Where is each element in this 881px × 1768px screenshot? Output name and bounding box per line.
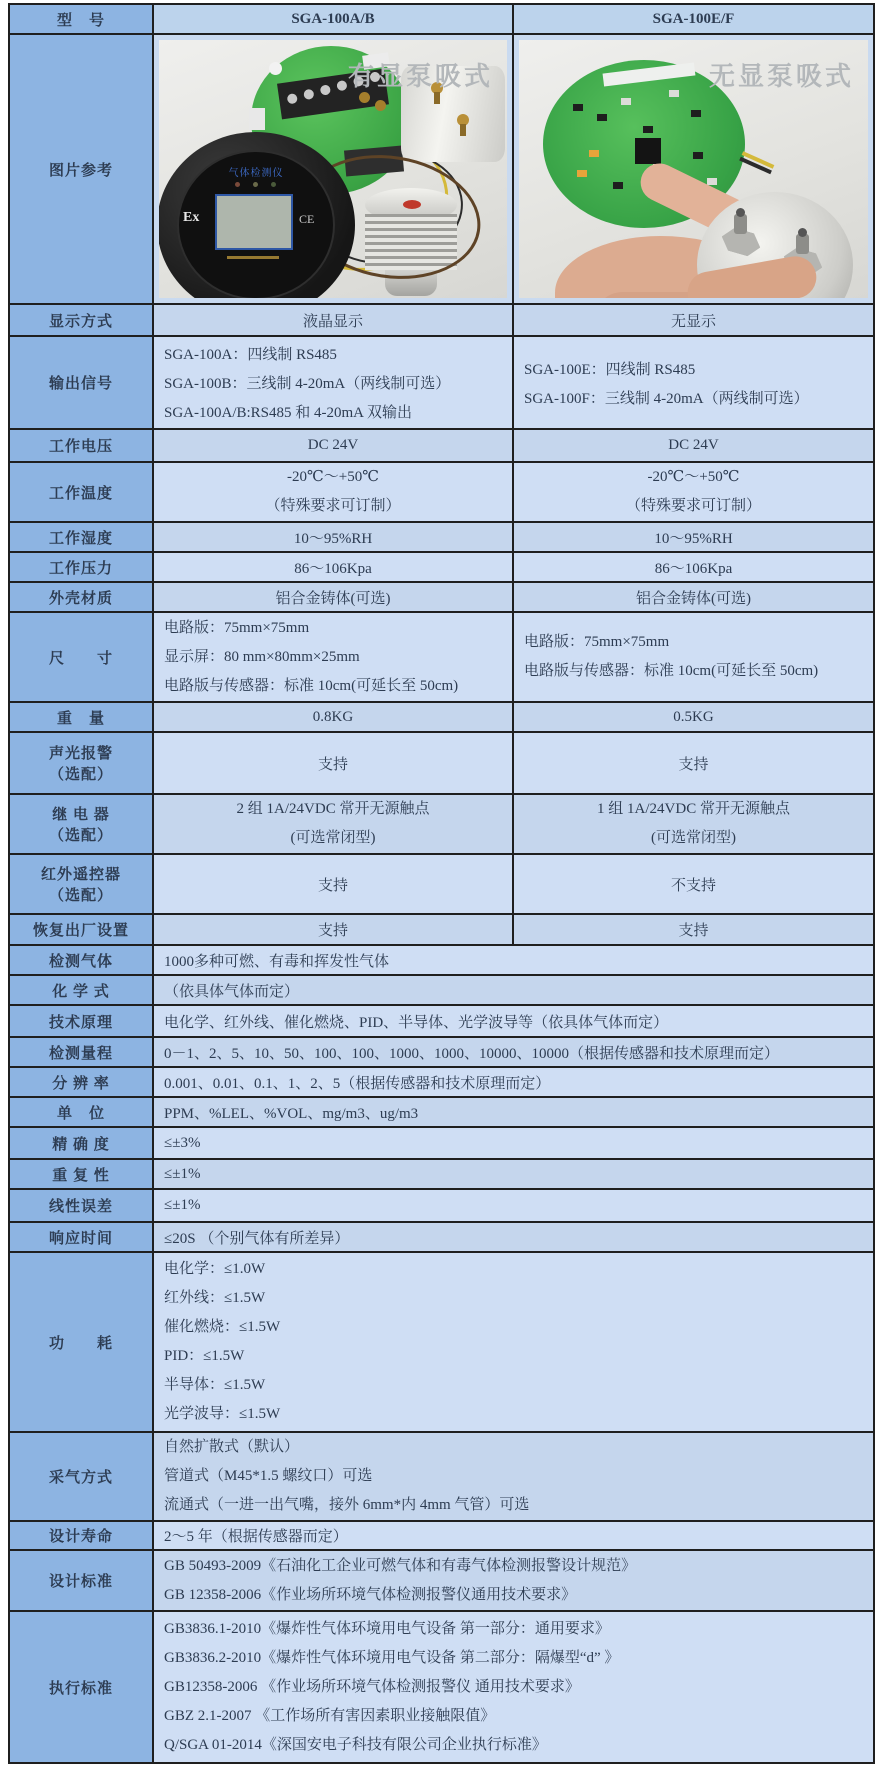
row-label: 输出信号	[9, 336, 153, 429]
cell-line: SGA-100E：四线制 RS485	[524, 361, 696, 378]
cell-value	[153, 1252, 874, 1432]
cell-value: 支持	[153, 914, 513, 945]
spec-table	[8, 3, 875, 1764]
ce-mark: CE	[299, 212, 315, 226]
row-label: 检测气体	[9, 945, 153, 975]
row-label: 响应时间	[9, 1222, 153, 1252]
row-label-line: （选配）	[48, 828, 113, 844]
brand-strip	[227, 256, 279, 259]
pcb-components	[573, 104, 583, 111]
table-row	[9, 1189, 874, 1222]
cell-line: 电路版与传感器：标准 10cm(可延长至 50cm)	[524, 663, 819, 679]
table-row	[9, 1037, 874, 1067]
cell-line: GB12358-2006 《作业场所环境气体检测报警仪 通用技术要求》	[164, 1678, 580, 1695]
cell-line: 自然扩散式（默认）	[164, 1439, 300, 1455]
table-row	[9, 914, 874, 945]
table-row	[9, 1252, 874, 1432]
row-label-line: 红外遥控器	[40, 867, 121, 883]
nozzle-tip	[736, 208, 745, 217]
cell-value	[153, 336, 513, 429]
cell-value	[513, 462, 874, 522]
row-label-line: 继 电 器	[52, 807, 110, 823]
cell-value: 不支持	[513, 854, 874, 914]
cell-value	[153, 1611, 874, 1763]
cell-value: 0－1、2、5、10、50、100、100、1000、1000、10000、10000（根据传感器和技术原理而定）	[153, 1037, 874, 1067]
cell-value: 无显示	[513, 304, 874, 336]
header-model-e-f: SGA-100E/F	[513, 4, 874, 34]
white-connector	[249, 108, 265, 130]
cell-line: -20℃～+50℃	[286, 469, 379, 485]
header-model-label: 型 号	[9, 4, 153, 34]
cell-line: 半导体：≤1.5W	[164, 1377, 266, 1393]
cell-line: 管道式（M45*1.5 螺纹口）可选	[164, 1468, 373, 1484]
row-label: 执行标准	[9, 1611, 153, 1763]
cell-value: PPM、%LEL、%VOL、mg/m3、ug/m3	[153, 1097, 874, 1127]
cell-line: (可选常闭型)	[290, 830, 376, 846]
ex-mark: Ex	[183, 210, 200, 225]
table-row	[9, 854, 874, 914]
cell-line: 2 组 1A/24VDC 常开无源触点	[236, 801, 430, 817]
cell-line: 显示屏：80 mm×80mm×25mm	[164, 648, 360, 665]
brass-standoff	[359, 92, 370, 103]
row-label: 功 耗	[9, 1252, 153, 1432]
row-label: 设计寿命	[9, 1521, 153, 1550]
cell-line: 催化燃烧：≤1.5W	[164, 1319, 281, 1335]
cell-line: 光学波导：≤1.5W	[164, 1406, 281, 1422]
row-label: 检测量程	[9, 1037, 153, 1067]
pcb-label-sticker	[603, 62, 696, 86]
product-photo-right	[519, 40, 868, 298]
row-label	[9, 794, 153, 854]
cell-line: GB 12358-2006《作业场所环境气体检测报警仪通用技术要求》	[164, 1586, 577, 1603]
cell-value: ≤±1%	[153, 1159, 874, 1189]
cell-line: （特殊要求可订制）	[625, 498, 761, 514]
table-row	[9, 945, 874, 975]
cell-line: SGA-100A/B:RS485 和 4-20mA 双输出	[164, 405, 412, 421]
cell-line: SGA-100A：四线制 RS485	[164, 347, 337, 363]
row-label: 线性误差	[9, 1189, 153, 1222]
row-label-line: （选配）	[48, 767, 113, 783]
cell-value	[153, 1550, 874, 1611]
cell-line: GB 50493-2009《石油化工企业可燃气体和有毒气体检测报警设计规范》	[164, 1557, 637, 1574]
cell-line: 电路版：75mm×75mm	[164, 619, 310, 636]
row-label: 工作电压	[9, 429, 153, 462]
cell-value: 10～95%RH	[153, 522, 513, 552]
header-model-a-b: SGA-100A/B	[153, 4, 513, 34]
table-row	[9, 1611, 874, 1763]
cell-value: 0.8KG	[153, 702, 513, 732]
cell-line: 流通式（一进一出气嘴，接外 6mm*内 4mm 气管）可选	[164, 1497, 530, 1513]
cell-value	[153, 794, 513, 854]
row-label: 外壳材质	[9, 582, 153, 612]
cell-line: SGA-100F：三线制 4-20mA（两线制可选）	[524, 390, 809, 407]
cell-value: 铝合金铸体(可选)	[153, 582, 513, 612]
cell-value: 支持	[513, 732, 874, 794]
cell-value: 0.5KG	[513, 702, 874, 732]
cell-value: DC 24V	[153, 429, 513, 462]
cell-value: 10～95%RH	[513, 522, 874, 552]
table-row	[9, 1521, 874, 1550]
photo-row-label: 图片参考	[9, 34, 153, 304]
row-label	[9, 732, 153, 794]
row-label: 精 确 度	[9, 1127, 153, 1159]
row-label-line: （选配）	[48, 888, 113, 904]
pcb-chip	[635, 138, 661, 164]
brass-nozzle	[457, 114, 469, 126]
table-row	[9, 1097, 874, 1127]
table-row	[9, 522, 874, 552]
row-label: 化 学 式	[9, 975, 153, 1005]
table-row	[9, 1005, 874, 1037]
cell-value: ≤±1%	[153, 1189, 874, 1222]
cell-line: PID：≤1.5W	[164, 1348, 245, 1364]
cell-line: GB3836.1-2010《爆炸性气体环境用电气设备 第一部分：通用要求》	[164, 1620, 610, 1637]
cell-line: 电路版：75mm×75mm	[524, 634, 670, 650]
cell-value: （依具体气体而定）	[153, 975, 874, 1005]
row-label: 尺 寸	[9, 612, 153, 702]
cell-line: (可选常闭型)	[651, 830, 736, 846]
row-label: 采气方式	[9, 1432, 153, 1521]
table-row	[9, 1222, 874, 1252]
row-label: 工作压力	[9, 552, 153, 582]
pcb-mount-hole	[269, 62, 282, 75]
table-row	[9, 732, 874, 794]
status-leds	[235, 182, 240, 187]
table-row	[9, 1127, 874, 1159]
cell-value: DC 24V	[513, 429, 874, 462]
cell-line: 红外线：≤1.5W	[164, 1290, 266, 1306]
cell-line: GB3836.2-2010《爆炸性气体环境用电气设备 第二部分：隔爆型“d” 》	[164, 1649, 620, 1666]
cell-value: ≤±3%	[153, 1127, 874, 1159]
row-label: 设计标准	[9, 1550, 153, 1611]
table-row	[9, 462, 874, 522]
cell-line: 电路版与传感器：标准 10cm(可延长至 50cm)	[164, 677, 459, 694]
nozzle-stem	[796, 234, 809, 254]
nozzle-stem	[734, 214, 747, 234]
cell-value: 0.001、0.01、0.1、1、2、5（根据传感器和技术原理而定）	[153, 1067, 874, 1097]
cell-value: 86～106Kpa	[153, 552, 513, 582]
sensor-wires	[742, 151, 775, 168]
cell-line: GBZ 2.1-2007 《工作场所有害因素职业接触限值》	[164, 1707, 496, 1724]
table-row	[9, 336, 874, 429]
cell-value: ≤20S （个别气体有所差异）	[153, 1222, 874, 1252]
row-label: 显示方式	[9, 304, 153, 336]
cell-value	[153, 1432, 874, 1521]
cell-line: -20℃～+50℃	[647, 469, 740, 485]
lcd-screen	[215, 194, 293, 250]
table-row	[9, 794, 874, 854]
cell-value: 支持	[513, 914, 874, 945]
table-row	[9, 429, 874, 462]
table-row	[9, 612, 874, 702]
cell-value	[513, 794, 874, 854]
row-label: 单 位	[9, 1097, 153, 1127]
cell-value	[153, 462, 513, 522]
table-row	[9, 975, 874, 1005]
row-label: 分 辨 率	[9, 1067, 153, 1097]
cell-line: Q/SGA 01-2014《深国安电子科技有限公司企业执行标准》	[164, 1736, 547, 1753]
cell-value: 电化学、红外线、催化燃烧、PID、半导体、光学波导等（依具体气体而定）	[153, 1005, 874, 1037]
cell-value: 86～106Kpa	[513, 552, 874, 582]
cell-value	[513, 336, 874, 429]
cell-value: 支持	[153, 854, 513, 914]
terminal-screws	[287, 93, 298, 104]
photo-cell-right	[513, 34, 874, 304]
watermark-right: 无显泵吸式	[708, 62, 854, 91]
cell-value: 2～5 年（根据传感器而定）	[153, 1521, 874, 1550]
row-label: 重 量	[9, 702, 153, 732]
nozzle-tip	[798, 228, 807, 237]
cell-value: 1000多种可燃、有毒和挥发性气体	[153, 945, 874, 975]
cell-value	[513, 612, 874, 702]
row-label: 工作温度	[9, 462, 153, 522]
table-row-photos	[9, 34, 874, 304]
gauge-title-text: 气体检测仪	[228, 168, 284, 179]
table-row	[9, 1159, 874, 1189]
table-row	[9, 552, 874, 582]
row-label: 恢复出厂设置	[9, 914, 153, 945]
cell-value	[153, 612, 513, 702]
cell-line: SGA-100B：三线制 4-20mA（两线制可选）	[164, 376, 451, 392]
watermark-left: 有显泵吸式	[347, 62, 493, 91]
table-row	[9, 304, 874, 336]
cell-line: 电化学：≤1.0W	[164, 1261, 266, 1277]
row-label-line: 声光报警	[48, 746, 113, 762]
cell-line: 1 组 1A/24VDC 常开无源触点	[597, 801, 790, 817]
table-row	[9, 1432, 874, 1521]
table-row-header	[9, 4, 874, 34]
row-label: 重 复 性	[9, 1159, 153, 1189]
cell-value: 铝合金铸体(可选)	[513, 582, 874, 612]
row-label: 工作湿度	[9, 522, 153, 552]
cell-value: 液晶显示	[153, 304, 513, 336]
table-row	[9, 702, 874, 732]
cell-line: （特殊要求可订制）	[265, 498, 401, 514]
row-label	[9, 854, 153, 914]
product-photo-left	[159, 40, 507, 298]
row-label: 技术原理	[9, 1005, 153, 1037]
table-row	[9, 582, 874, 612]
table-row	[9, 1550, 874, 1611]
table-row	[9, 1067, 874, 1097]
cell-value: 支持	[153, 732, 513, 794]
photo-cell-left	[153, 34, 513, 304]
